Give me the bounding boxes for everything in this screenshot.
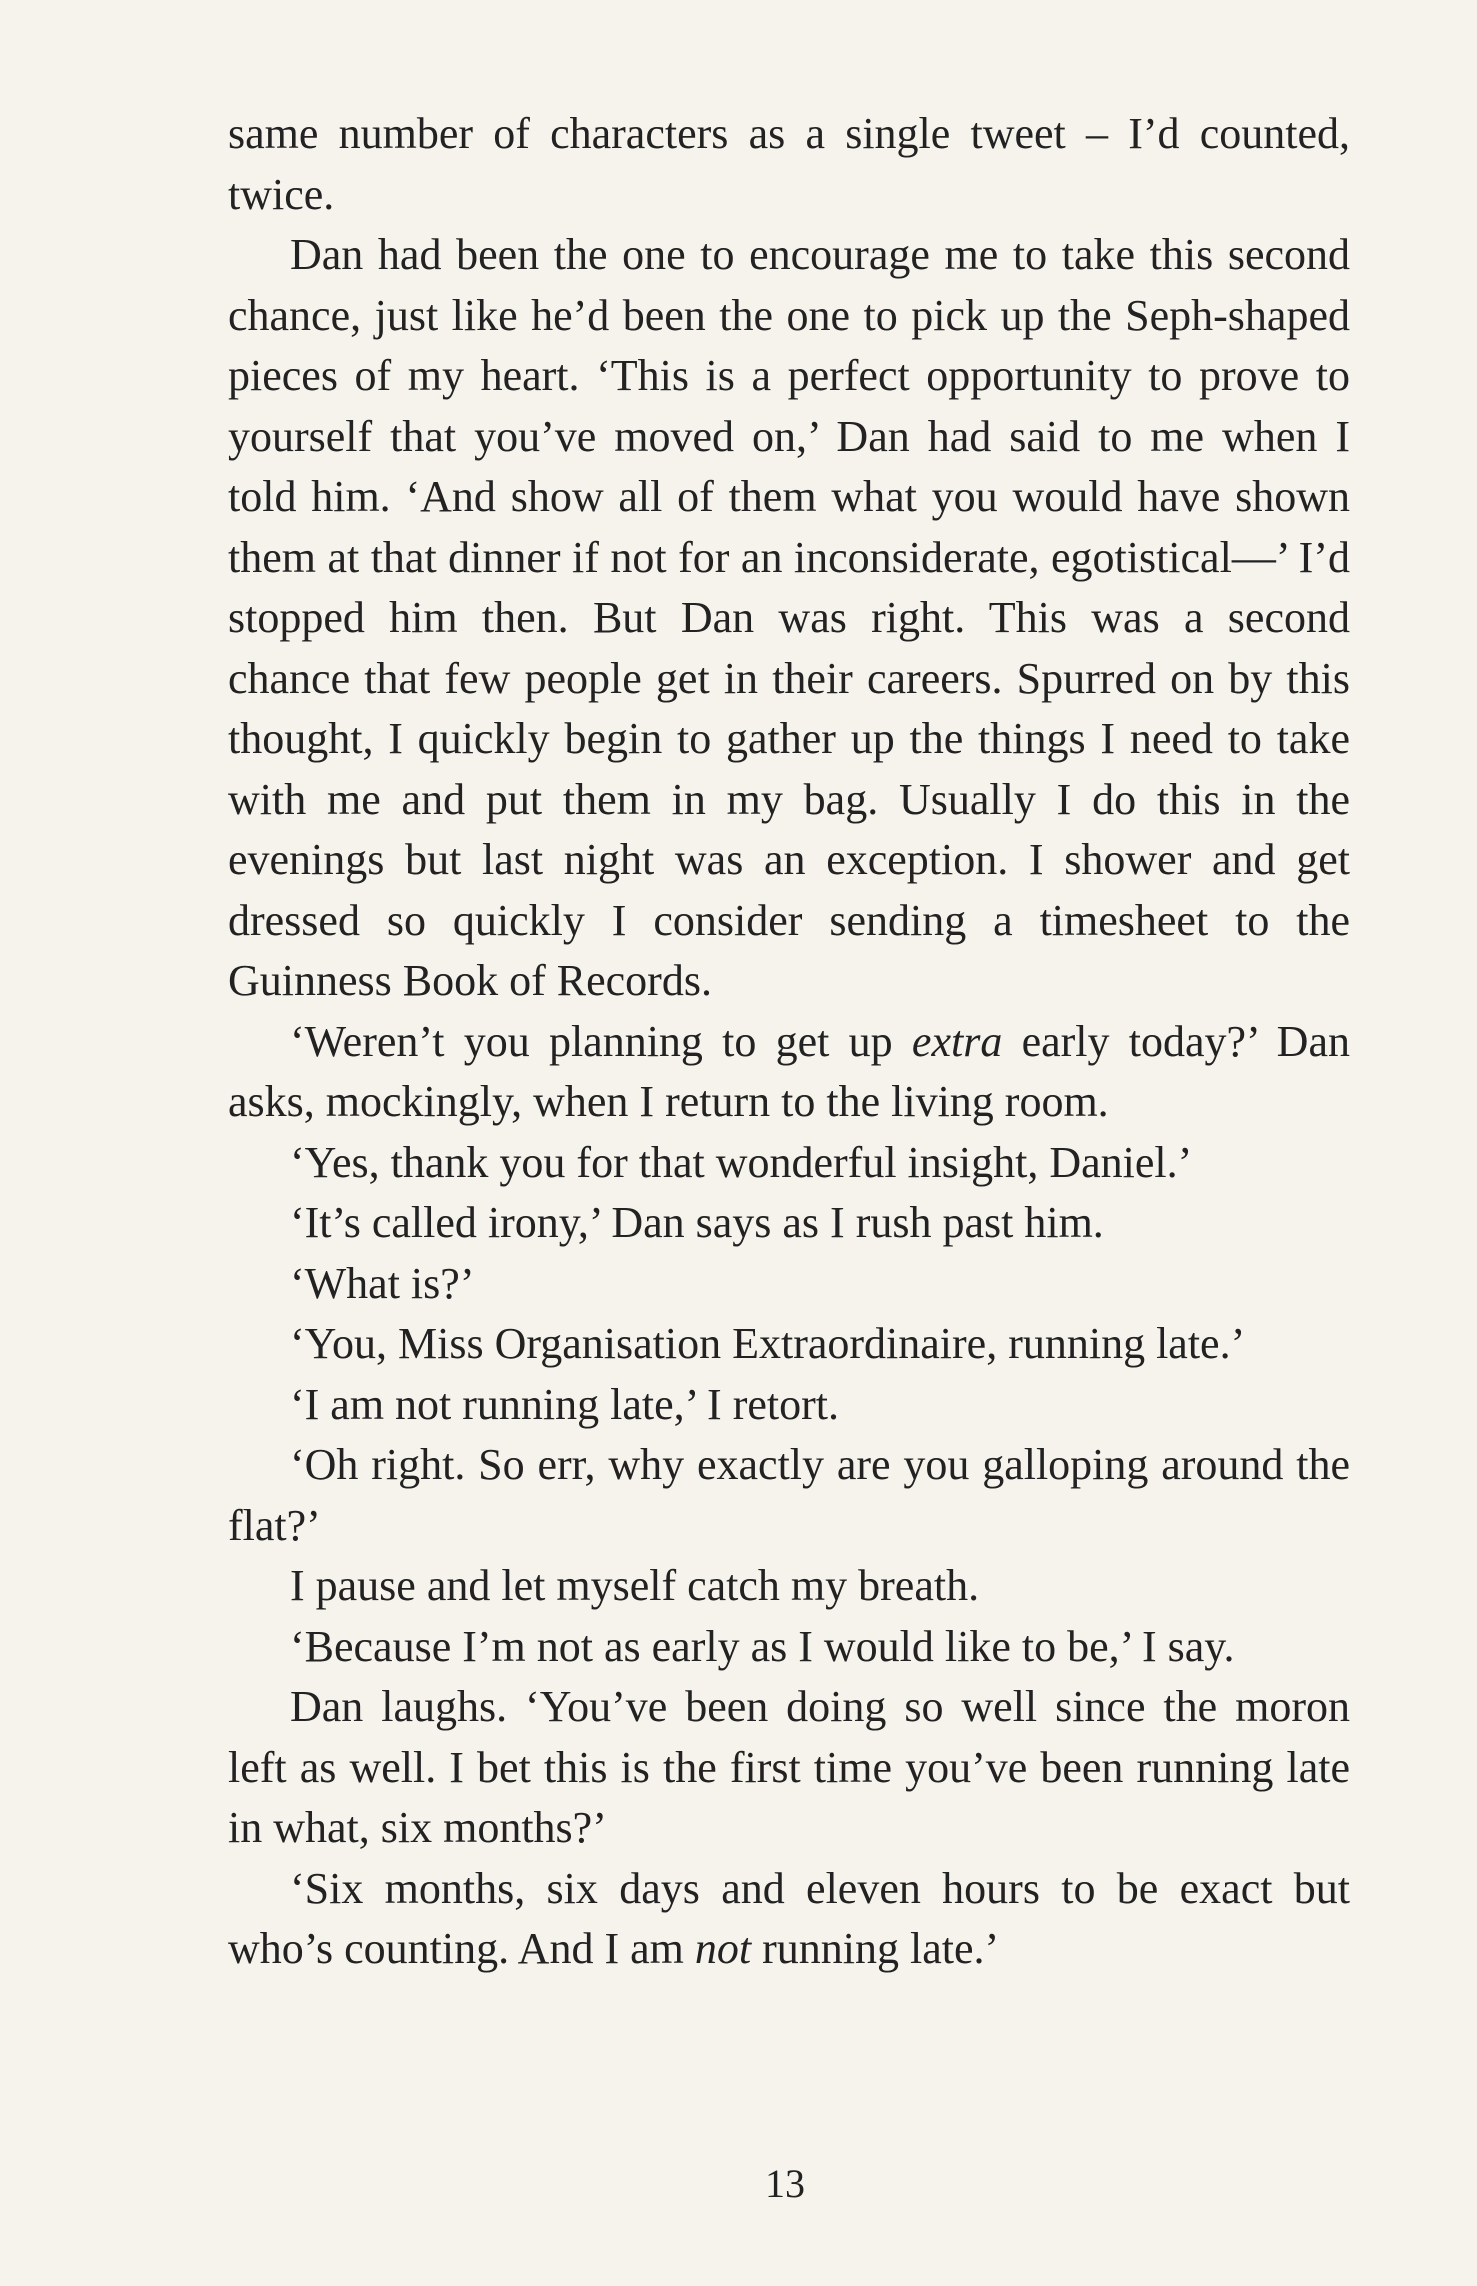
paragraph: Dan had been the one to encourage me to take this second chance, just like he’d been the one to pick up the Seph-shaped pieces of my heart. ‘This is a perfect opportunity to prove to yourself that you’ve moved on,’ Dan had said to me when I told him. ‘And show all of them what you would have shown them at that dinner if not for an inconsiderate, egotistical—’ I’d stopped him then. But Dan was right. This was a second chance that few people get in their careers. Spurred on by this thought, I quickly begin to gather up the things I need to take with me and put them in my bag. Usually I do this in the evenings but last night was an exception. I shower and get dressed so quickly I consider sending a timesheet to the Guinness Book of Records.: [228, 230, 1350, 1005]
paragraph: Dan laughs. ‘You’ve been doing so well since the moron left as well. I bet this is the first time you’ve been running late in what, six months?’: [228, 1682, 1350, 1852]
paragraph-text: ‘Six months, six days and eleven hours to be exact but who’s counting. And I am: [228, 1863, 1350, 1973]
paragraph: ‘What is?’: [290, 1258, 475, 1308]
paragraph: same number of characters as a single tweet – I’d counted, twice.: [228, 109, 1350, 219]
paragraph: ‘Yes, thank you for that wonderful insight, Daniel.’: [290, 1137, 1193, 1187]
emphasis-text: extra: [911, 1016, 1003, 1066]
emphasis-text: not: [694, 1924, 752, 1973]
page-number: 13: [765, 2161, 805, 2206]
paragraph: I pause and let myself catch my breath.: [290, 1561, 980, 1610]
paragraph-text: ‘Weren’t you planning to get up: [290, 1016, 912, 1066]
body-text: [228, 104, 1350, 1980]
paragraph: ‘You, Miss Organisation Extraordinaire, running late.’: [290, 1319, 1246, 1368]
paragraph: ‘Oh right. So err, why exactly are you galloping around the flat?’: [228, 1440, 1350, 1550]
paragraph: ‘It’s called irony,’ Dan says as I rush past him.: [290, 1198, 1104, 1247]
paragraph: [228, 1012, 1350, 1133]
paragraph: ‘I am not running late,’ I retort.: [290, 1379, 839, 1429]
paragraph-text: early today?’ Dan asks, mockingly, when I return to the living room.: [228, 1016, 1350, 1126]
paragraph-text: running late.’: [751, 1924, 1000, 1973]
paragraph: ‘Because I’m not as early as I would like to be,’ I say.: [290, 1621, 1235, 1671]
paragraph: [228, 1859, 1350, 1980]
